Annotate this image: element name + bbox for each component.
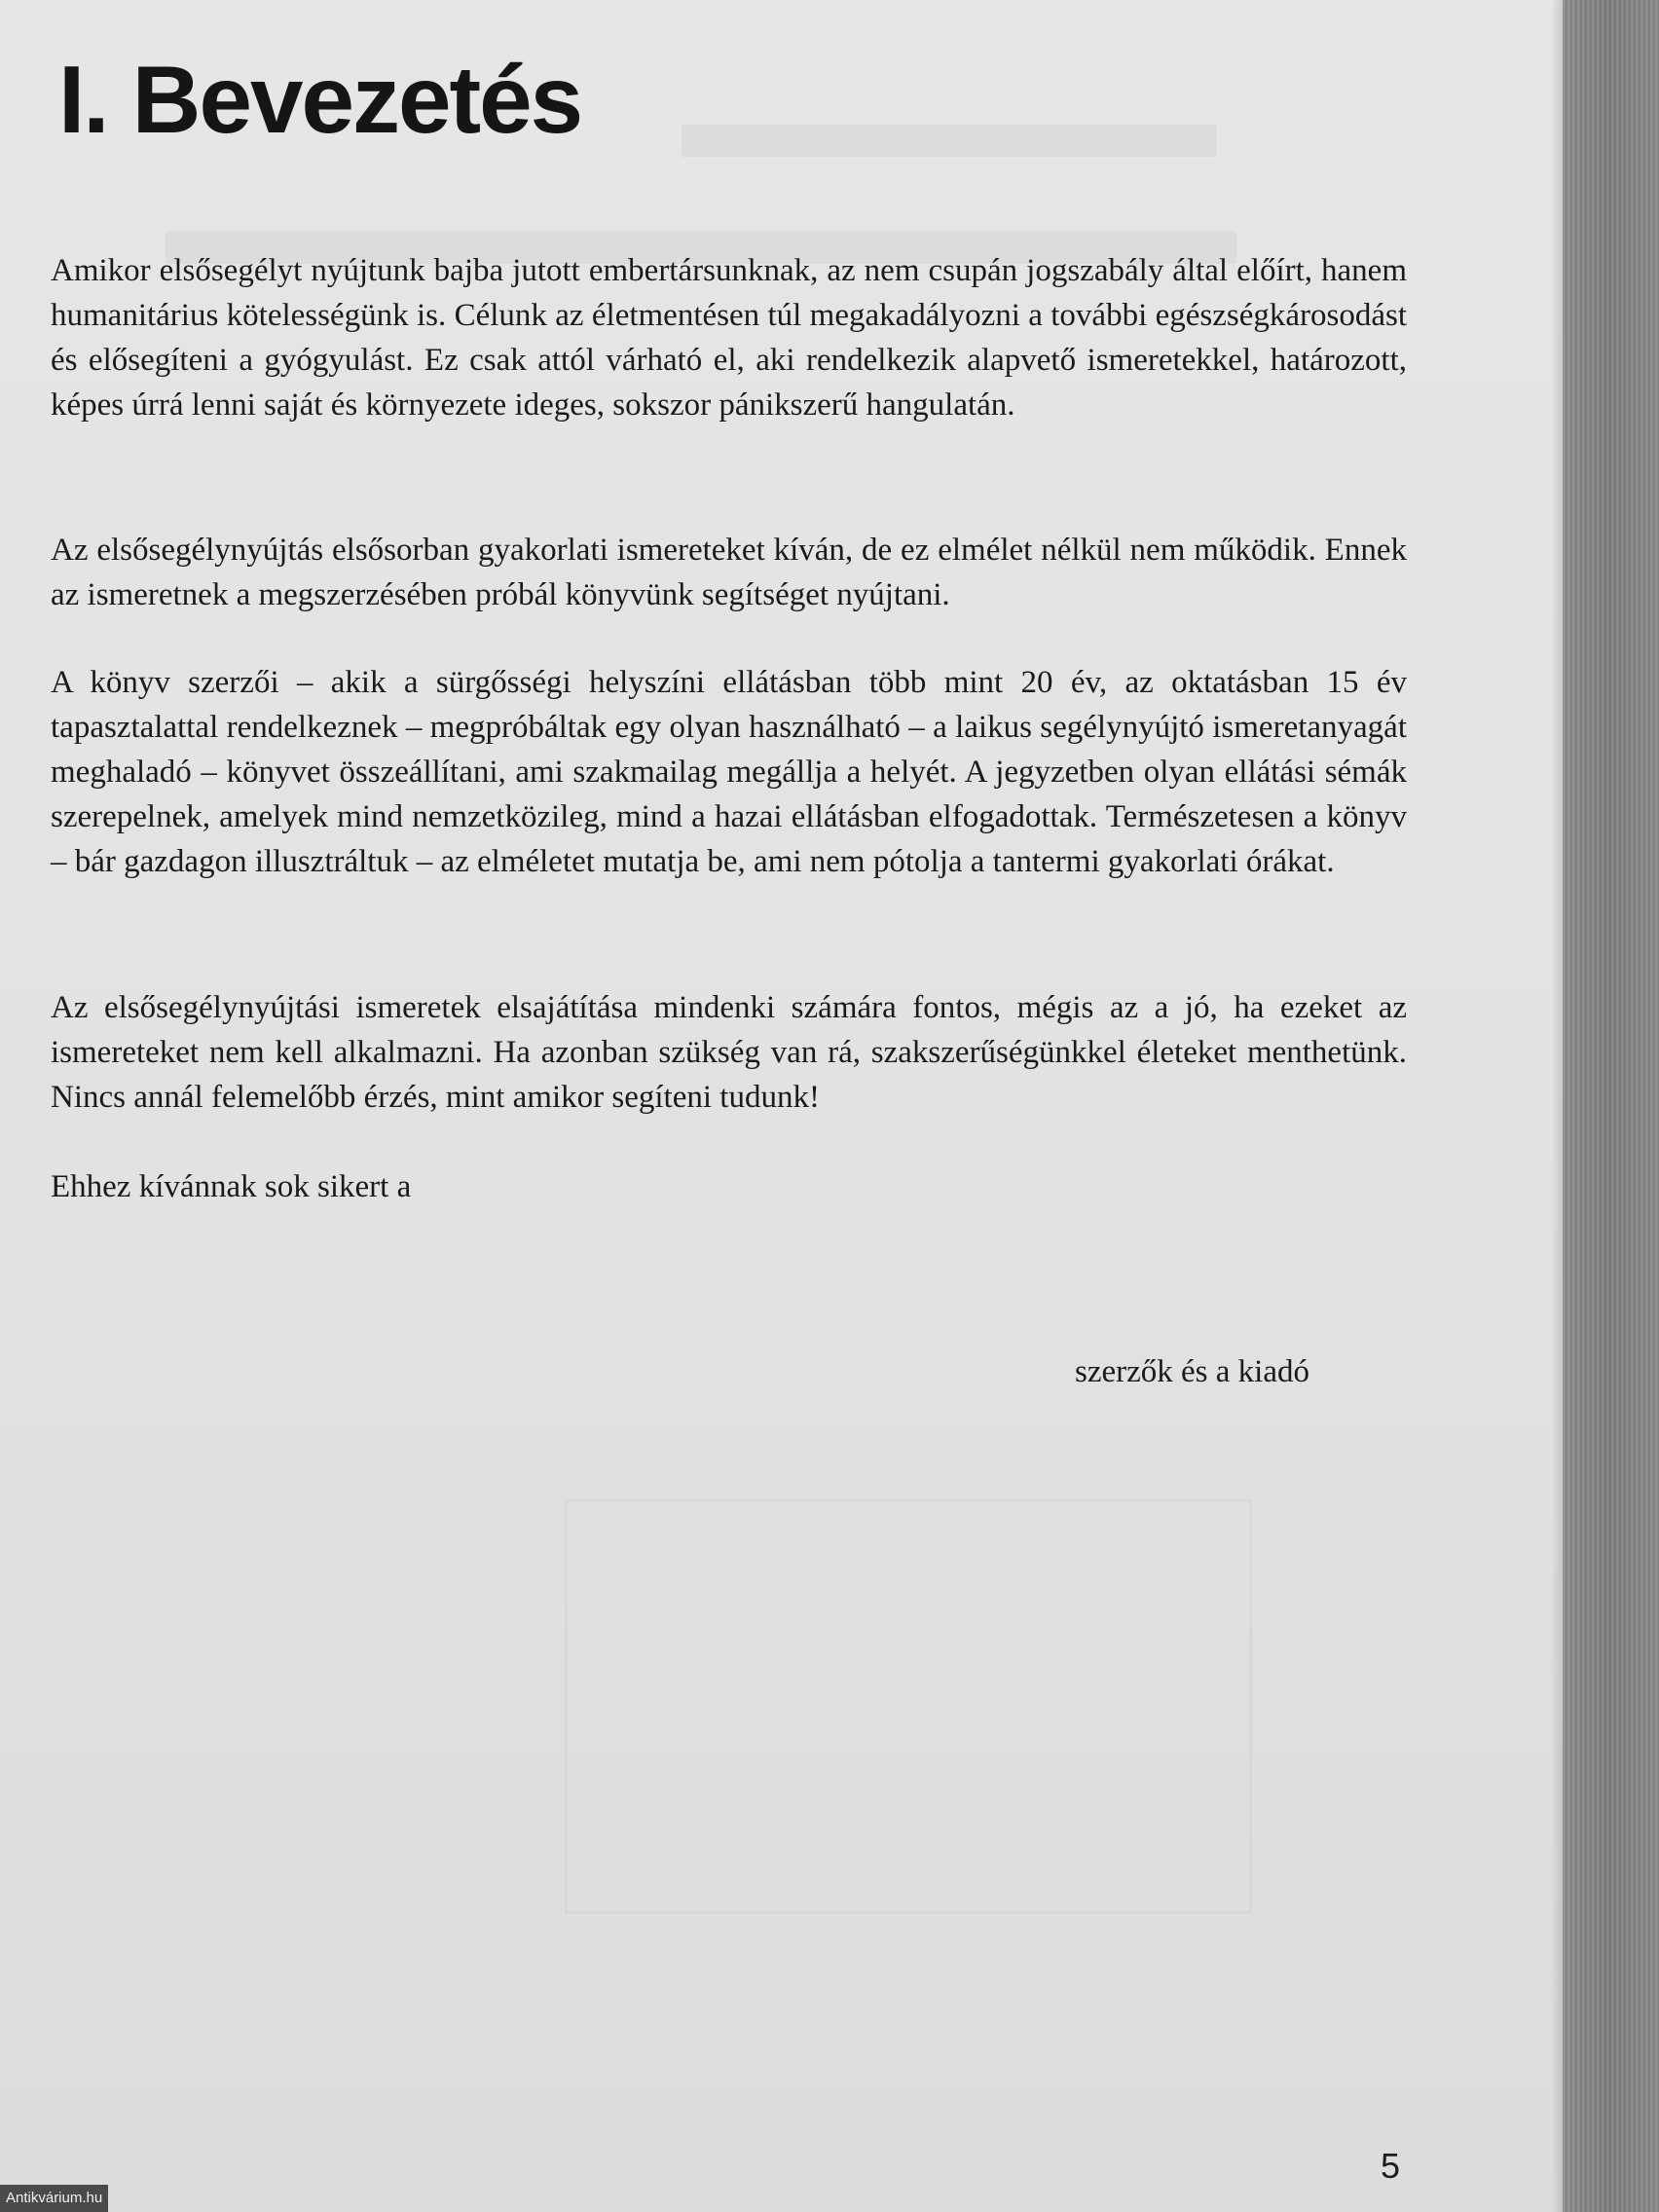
paragraph-text: Az elsősegélynyújtás elsősorban gyakorlati ismereteket kíván, de ez elmélet nélkül nem működik. Ennek az ismeretnek a megszerzésében próbál könyvünk segítséget nyújtani. — [51, 533, 1407, 612]
chapter-heading: I. Bevezetés — [58, 46, 582, 153]
signature: szerzők és a kiadó — [1075, 1354, 1309, 1389]
paragraph — [51, 248, 1407, 427]
watermark: Antikvárium.hu — [0, 2185, 108, 2212]
show-through-diagram-shadow — [565, 1499, 1252, 1914]
page-number: 5 — [1381, 2146, 1401, 2186]
paragraph-text: Az elsősegélynyújtási ismeretek elsajátítása mindenki számára fontos, mégis az a jó, ha ezeket az ismereteket nem kell alkalmazni. Ha azonban szükség van rá, szakszerűségünkkel életeket menthetünk. Nincs annál felemelőbb érzés, mint amikor segíteni tudunk! — [51, 990, 1407, 1115]
page-edge-shadow — [1551, 0, 1563, 2212]
paragraph — [51, 985, 1407, 1120]
show-through-shadow — [682, 58, 1217, 182]
paragraph — [51, 660, 1407, 884]
closing-line — [51, 1164, 1407, 1209]
paragraph — [51, 528, 1407, 617]
paragraph-text: A könyv szerzői – akik a sürgősségi helyszíni ellátásban több mint 20 év, az oktatásban 15 év tapasztalattal rendelkeznek – megpróbáltak egy olyan használható – a laikus segélynyújtó ismeretanyagát meghaladó – könyvet összeállítani, ami szakmailag megállja a helyét. A jegyzetben olyan ellátási sémák szerepelnek, amelyek mind nemzetközileg, mind a hazai ellátásban elfogadottak. Természetesen a könyv – bár gazdagon illusztráltuk – az elméletet mutatja be, ami nem pótolja a tantermi gyakorlati órákat. — [51, 665, 1407, 879]
closing-text: Ehhez kívánnak sok sikert a — [51, 1169, 412, 1204]
paragraph-text: Amikor elsősegélyt nyújtunk bajba jutott embertársunknak, az nem csupán jogszabály által előírt, hanem humanitárius kötelességünk is. Célunk az életmentésen túl megakadályozni a további egészségkárosodást és elősegíteni a gyógyulást. Ez csak attól várható el, aki rendelkezik alapvető ismeretekkel, határozott, képes úrrá lenni saját és környezete ideges, sokszor pánikszerű hangulatán. — [51, 253, 1407, 423]
book-edge — [1563, 0, 1659, 2212]
